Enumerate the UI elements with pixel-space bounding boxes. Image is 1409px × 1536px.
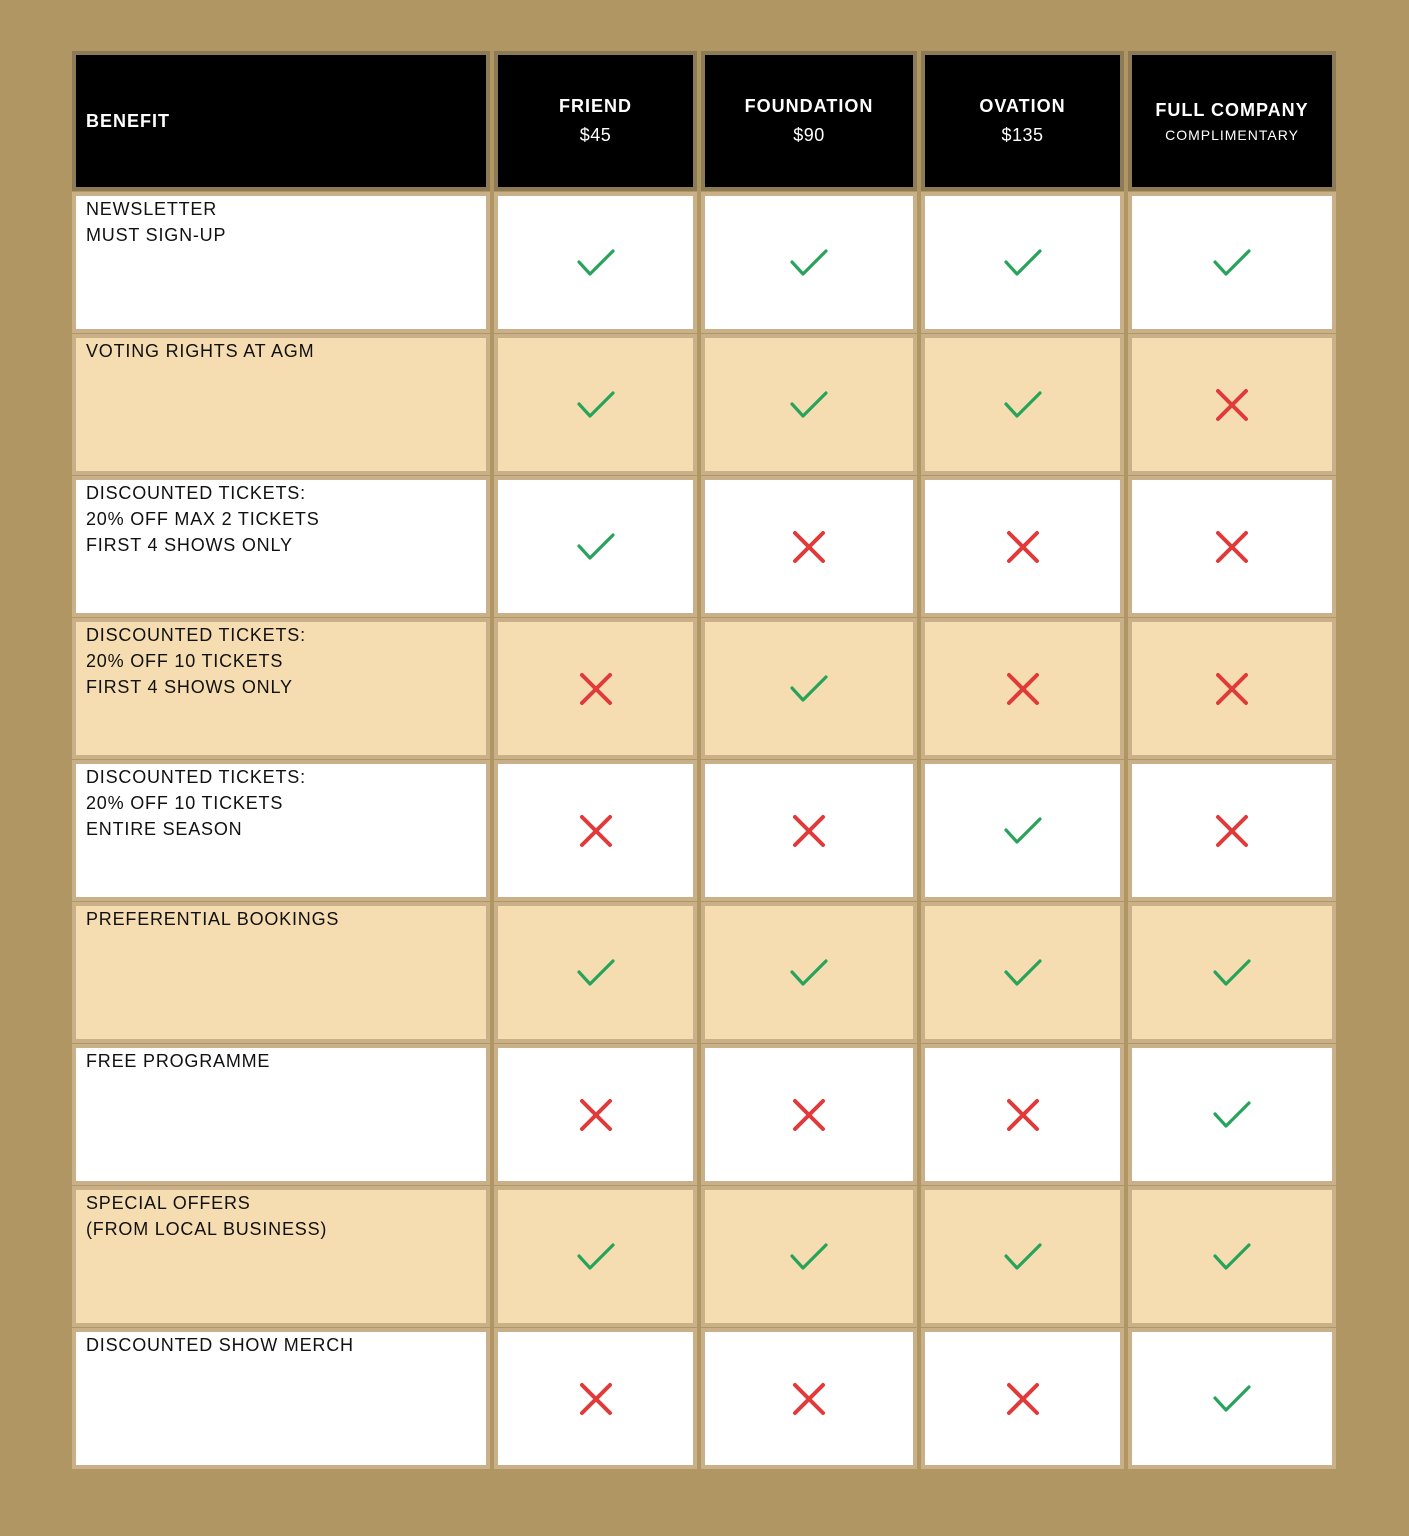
availability-cell-ovation — [921, 1044, 1124, 1185]
availability-cell-friend — [494, 1044, 697, 1185]
benefit-label-line: (FROM LOCAL BUSINESS) — [86, 1219, 328, 1239]
check-icon — [789, 390, 829, 420]
benefit-cell — [72, 476, 490, 617]
check-icon — [576, 958, 616, 988]
availability-cell-ovation — [921, 1186, 1124, 1327]
benefit-cell — [72, 1186, 490, 1327]
availability-cell-foundation — [701, 760, 917, 901]
membership-benefits-table — [72, 51, 1332, 1470]
benefit-label-line: FREE PROGRAMME — [86, 1051, 271, 1071]
tier-name: FULL COMPANY — [1155, 99, 1309, 120]
availability-cell-ovation — [921, 1328, 1124, 1469]
check-icon — [1003, 816, 1043, 846]
cross-icon — [792, 1098, 826, 1132]
availability-cell-foundation — [701, 192, 917, 333]
benefit-cell — [72, 760, 490, 901]
availability-cell-ovation — [921, 334, 1124, 475]
cross-icon — [579, 1098, 613, 1132]
header-benefit-label: BENEFIT — [86, 110, 171, 131]
benefit-label-line: 20% OFF 10 TICKETS — [86, 651, 284, 671]
cross-icon — [579, 814, 613, 848]
tier-name: FOUNDATION — [744, 96, 874, 116]
benefit-label-line: DISCOUNTED TICKETS: — [86, 625, 306, 645]
cross-icon — [1215, 388, 1249, 422]
benefit-cell — [72, 618, 490, 759]
cross-icon — [579, 672, 613, 706]
benefit-label-line: DISCOUNTED SHOW MERCH — [86, 1335, 354, 1355]
tier-price: $90 — [793, 125, 825, 145]
availability-cell-friend — [494, 1186, 697, 1327]
benefit-cell — [72, 1044, 490, 1185]
availability-cell-foundation — [701, 1186, 917, 1327]
check-icon — [576, 532, 616, 562]
check-icon — [576, 1242, 616, 1272]
availability-cell-full-company — [1128, 1186, 1336, 1327]
check-icon — [1003, 1242, 1043, 1272]
availability-cell-friend — [494, 476, 697, 617]
availability-cell-full-company — [1128, 618, 1336, 759]
check-icon — [1212, 248, 1252, 278]
availability-cell-ovation — [921, 618, 1124, 759]
availability-cell-ovation — [921, 476, 1124, 617]
availability-cell-friend — [494, 192, 697, 333]
cross-icon — [1006, 1382, 1040, 1416]
check-icon — [1003, 958, 1043, 988]
benefit-label-line: DISCOUNTED TICKETS: — [86, 767, 306, 787]
availability-cell-foundation — [701, 1328, 917, 1469]
header-tier-foundation — [701, 51, 917, 191]
availability-cell-friend — [494, 760, 697, 901]
benefit-label-line: NEWSLETTER — [86, 199, 218, 219]
availability-cell-full-company — [1128, 760, 1336, 901]
benefit-cell — [72, 902, 490, 1043]
availability-cell-foundation — [701, 902, 917, 1043]
check-icon — [1212, 1242, 1252, 1272]
check-icon — [576, 248, 616, 278]
benefit-label-line: MUST SIGN-UP — [86, 225, 227, 245]
benefit-label-line: VOTING RIGHTS AT AGM — [86, 341, 315, 361]
tier-name: OVATION — [979, 96, 1066, 116]
benefit-label-line: 20% OFF 10 TICKETS — [86, 793, 284, 813]
check-icon — [576, 390, 616, 420]
availability-cell-foundation — [701, 334, 917, 475]
cross-icon — [792, 530, 826, 564]
benefit-cell — [72, 192, 490, 333]
tier-price: $135 — [1001, 125, 1044, 145]
availability-cell-friend — [494, 902, 697, 1043]
check-icon — [789, 1242, 829, 1272]
benefit-label-line: 20% OFF MAX 2 TICKETS — [86, 509, 320, 529]
availability-cell-full-company — [1128, 902, 1336, 1043]
check-icon — [1003, 248, 1043, 278]
cross-icon — [792, 1382, 826, 1416]
benefit-label-line: SPECIAL OFFERS — [86, 1193, 251, 1213]
benefit-label-line: ENTIRE SEASON — [86, 819, 243, 839]
availability-cell-foundation — [701, 1044, 917, 1185]
cross-icon — [1006, 1098, 1040, 1132]
availability-cell-friend — [494, 1328, 697, 1469]
header-tier-ovation — [921, 51, 1124, 191]
availability-cell-ovation — [921, 192, 1124, 333]
header-tier-friend — [494, 51, 697, 191]
check-icon — [1212, 958, 1252, 988]
header-tier-full-company — [1128, 51, 1336, 191]
check-icon — [1212, 1100, 1252, 1130]
tier-price: $45 — [579, 125, 612, 145]
availability-cell-ovation — [921, 902, 1124, 1043]
benefit-label-line: DISCOUNTED TICKETS: — [86, 483, 306, 503]
availability-cell-friend — [494, 618, 697, 759]
benefit-label-line: FIRST 4 SHOWS ONLY — [86, 677, 293, 697]
header-benefit — [72, 51, 490, 191]
availability-cell-full-company — [1128, 476, 1336, 617]
benefit-cell — [72, 334, 490, 475]
tier-price: COMPLIMENTARY — [1165, 126, 1299, 143]
cross-icon — [579, 1382, 613, 1416]
availability-cell-foundation — [701, 618, 917, 759]
benefit-cell — [72, 1328, 490, 1469]
check-icon — [789, 248, 829, 278]
cross-icon — [1006, 530, 1040, 564]
availability-cell-full-company — [1128, 192, 1336, 333]
cross-icon — [1215, 672, 1249, 706]
benefit-label-line: PREFERENTIAL BOOKINGS — [86, 909, 340, 929]
tier-name: FRIEND — [559, 96, 632, 116]
cross-icon — [792, 814, 826, 848]
availability-cell-full-company — [1128, 1044, 1336, 1185]
availability-cell-full-company — [1128, 1328, 1336, 1469]
check-icon — [1003, 390, 1043, 420]
cross-icon — [1006, 672, 1040, 706]
availability-cell-foundation — [701, 476, 917, 617]
availability-cell-friend — [494, 334, 697, 475]
benefit-label-line: FIRST 4 SHOWS ONLY — [86, 535, 293, 555]
cross-icon — [1215, 530, 1249, 564]
check-icon — [1212, 1384, 1252, 1414]
availability-cell-full-company — [1128, 334, 1336, 475]
cross-icon — [1215, 814, 1249, 848]
check-icon — [789, 674, 829, 704]
check-icon — [789, 958, 829, 988]
availability-cell-ovation — [921, 760, 1124, 901]
